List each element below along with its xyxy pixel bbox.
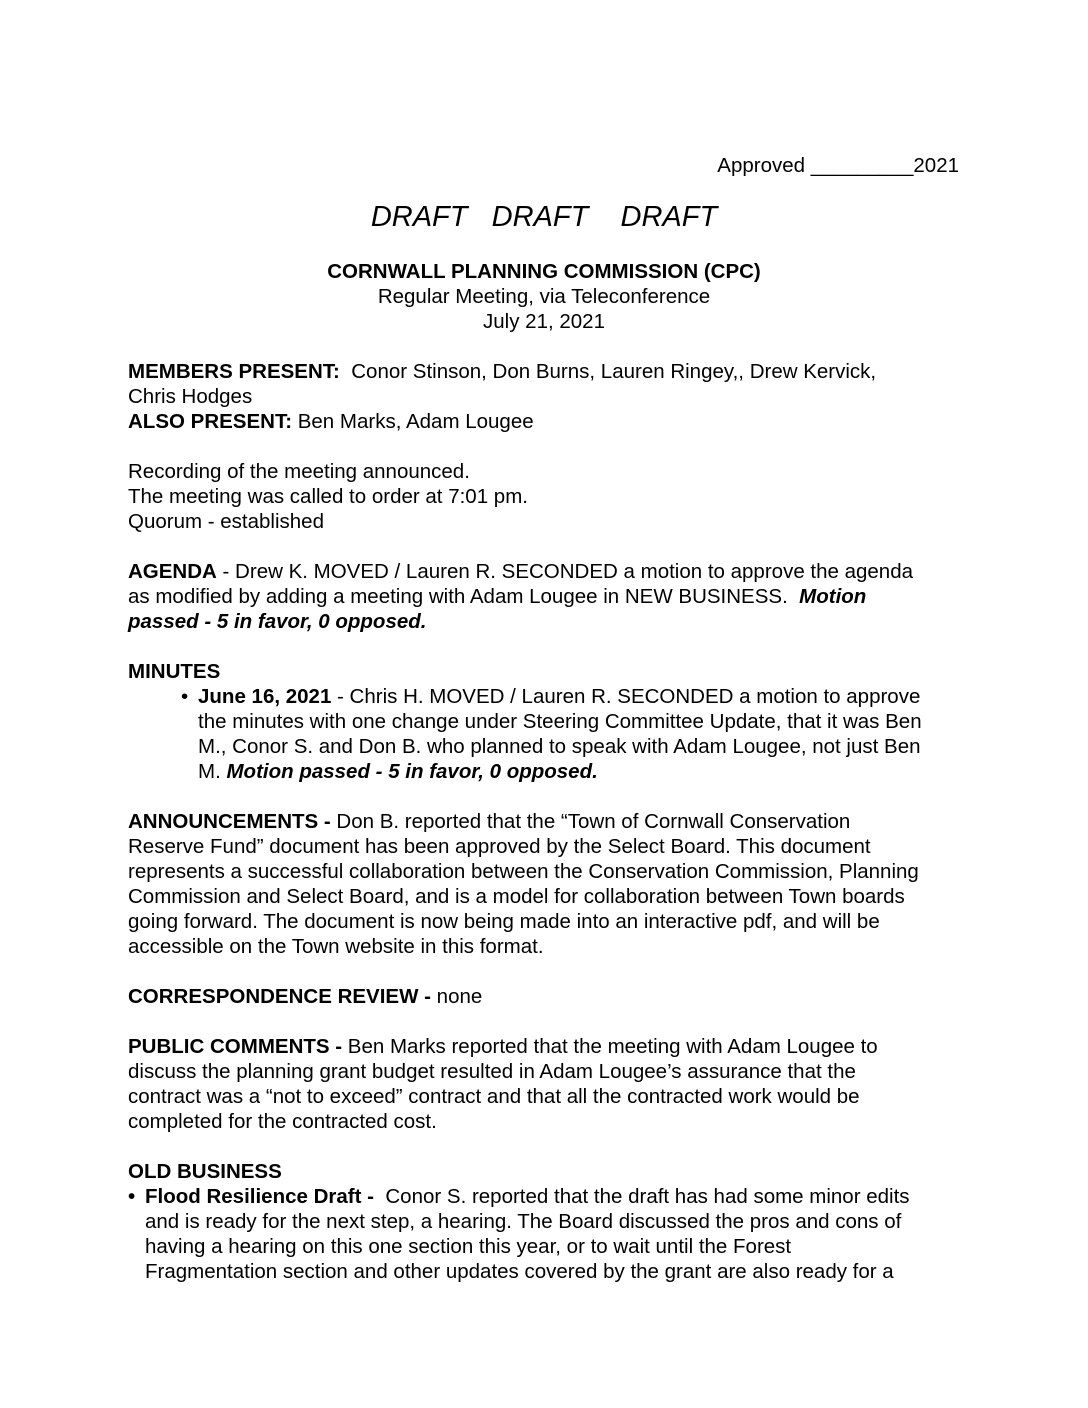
- document-heading: [0, 259, 1088, 334]
- meeting-date: July 21, 2021: [483, 310, 605, 333]
- also-present-label: ALSO PRESENT:: [128, 410, 293, 433]
- quorum-note: Quorum - established: [128, 510, 324, 533]
- correspondence-text: none: [430, 985, 483, 1008]
- list-item: [128, 684, 958, 784]
- members-present-line-2: Chris Hodges: [128, 385, 253, 408]
- agenda-motion-b: passed - 5 in favor, 0 opposed.: [128, 610, 427, 633]
- public-comments-line-1: [128, 1034, 958, 1059]
- agenda-motion-a: Motion: [799, 585, 867, 608]
- announcements-text-4: Commission and Select Board, and is a model for collaboration between Town boards: [128, 885, 905, 908]
- minutes-item-line-4: [198, 759, 958, 784]
- correspondence-label: CORRESPONDENCE REVIEW -: [128, 985, 431, 1008]
- old-business-list: [128, 1184, 958, 1284]
- minutes-item-text-1: - Chris H. MOVED / Lauren R. SECONDED a motion to approve: [331, 685, 921, 708]
- public-comments-text-2: discuss the planning grant budget resulted in Adam Lougee’s assurance that the: [128, 1060, 856, 1083]
- announcements-text-3: represents a successful collaboration between the Conservation Commission, Planning: [128, 860, 919, 883]
- list-item: [128, 1184, 958, 1284]
- draft-watermark: DRAFT DRAFT DRAFT: [370, 201, 718, 233]
- opening-section: [128, 459, 958, 534]
- agenda-line-2: [128, 584, 958, 609]
- minutes-section-heading: MINUTES: [128, 660, 221, 683]
- announcements-section: [128, 809, 958, 959]
- public-comments-section: [128, 1034, 958, 1134]
- minutes-list: [128, 684, 958, 784]
- recording-note: Recording of the meeting announced.: [128, 460, 470, 483]
- agenda-text-2: as modified by adding a meeting with Adam Lougee in NEW BUSINESS.: [128, 585, 800, 608]
- approved-blank: _________: [810, 154, 914, 177]
- old-business-line-1: [145, 1184, 958, 1209]
- call-to-order-note: The meeting was called to order at 7:01 pm.: [128, 485, 528, 508]
- minutes-item-line-1: [198, 684, 958, 709]
- bullet-icon: •: [128, 1185, 136, 1208]
- public-comments-label: PUBLIC COMMENTS -: [128, 1035, 343, 1058]
- public-comments-text-3: contract was a “not to exceed” contract and that all the contracted work would be: [128, 1085, 860, 1108]
- organization-title: CORNWALL PLANNING COMMISSION (CPC): [327, 260, 761, 283]
- agenda-section: [128, 559, 958, 634]
- also-present-names: Ben Marks, Adam Lougee: [292, 410, 534, 433]
- agenda-text-1: - Drew K. MOVED / Lauren R. SECONDED a motion to approve the agenda: [216, 560, 914, 583]
- old-business-item-label: Flood Resilience Draft -: [145, 1185, 374, 1208]
- also-present-line: [128, 409, 958, 434]
- old-business-heading: OLD BUSINESS: [128, 1160, 282, 1183]
- minutes-item-text-2: the minutes with one change under Steering Committee Update, that it was Ben: [198, 710, 922, 733]
- old-business-text-2: and is ready for the next step, a hearing. The Board discussed the pros and cons of: [145, 1210, 902, 1233]
- approval-line: [717, 153, 959, 178]
- members-present-names: Conor Stinson, Don Burns, Lauren Ringey,, Drew Kervick,: [339, 360, 877, 383]
- announcements-text-1: Don B. reported that the “Town of Cornwall Conservation: [330, 810, 851, 833]
- announcements-text-5: going forward. The document is now being made into an interactive pdf, and will be: [128, 910, 880, 933]
- minutes-body: [128, 359, 958, 1284]
- minutes-item-text-3: M., Conor S. and Don B. who planned to speak with Adam Lougee, not just Ben: [198, 735, 921, 758]
- old-business-text-4: Fragmentation section and other updates covered by the grant are also ready for a: [145, 1260, 894, 1283]
- announcements-text-2: Reserve Fund” document has been approved by the Select Board. This document: [128, 835, 871, 858]
- members-present-line-1: [128, 359, 958, 384]
- announcements-label: ANNOUNCEMENTS -: [128, 810, 331, 833]
- public-comments-text-4: completed for the contracted cost.: [128, 1110, 437, 1133]
- members-present-label: MEMBERS PRESENT:: [128, 360, 340, 383]
- bullet-icon: •: [181, 685, 189, 708]
- announcements-line-1: [128, 809, 958, 834]
- correspondence-section: [128, 984, 958, 1009]
- minutes-motion: Motion passed - 5 in favor, 0 opposed.: [226, 760, 598, 783]
- approved-year: 2021: [913, 154, 959, 177]
- old-business-text-1: Conor S. reported that the draft has had some minor edits: [373, 1185, 910, 1208]
- meeting-type: Regular Meeting, via Teleconference: [377, 285, 711, 308]
- announcements-text-6: accessible on the Town website in this format.: [128, 935, 544, 958]
- agenda-line-1: [128, 559, 958, 584]
- approved-label: Approved: [717, 154, 806, 177]
- agenda-label: AGENDA: [128, 560, 217, 583]
- attendance-section: [128, 359, 958, 434]
- old-business-text-3: having a hearing on this one section this year, or to wait until the Forest: [145, 1235, 792, 1258]
- minutes-item-date: June 16, 2021: [198, 685, 332, 708]
- minutes-item-text-4: M.: [198, 760, 227, 783]
- public-comments-text-1: Ben Marks reported that the meeting with Adam Lougee to: [342, 1035, 878, 1058]
